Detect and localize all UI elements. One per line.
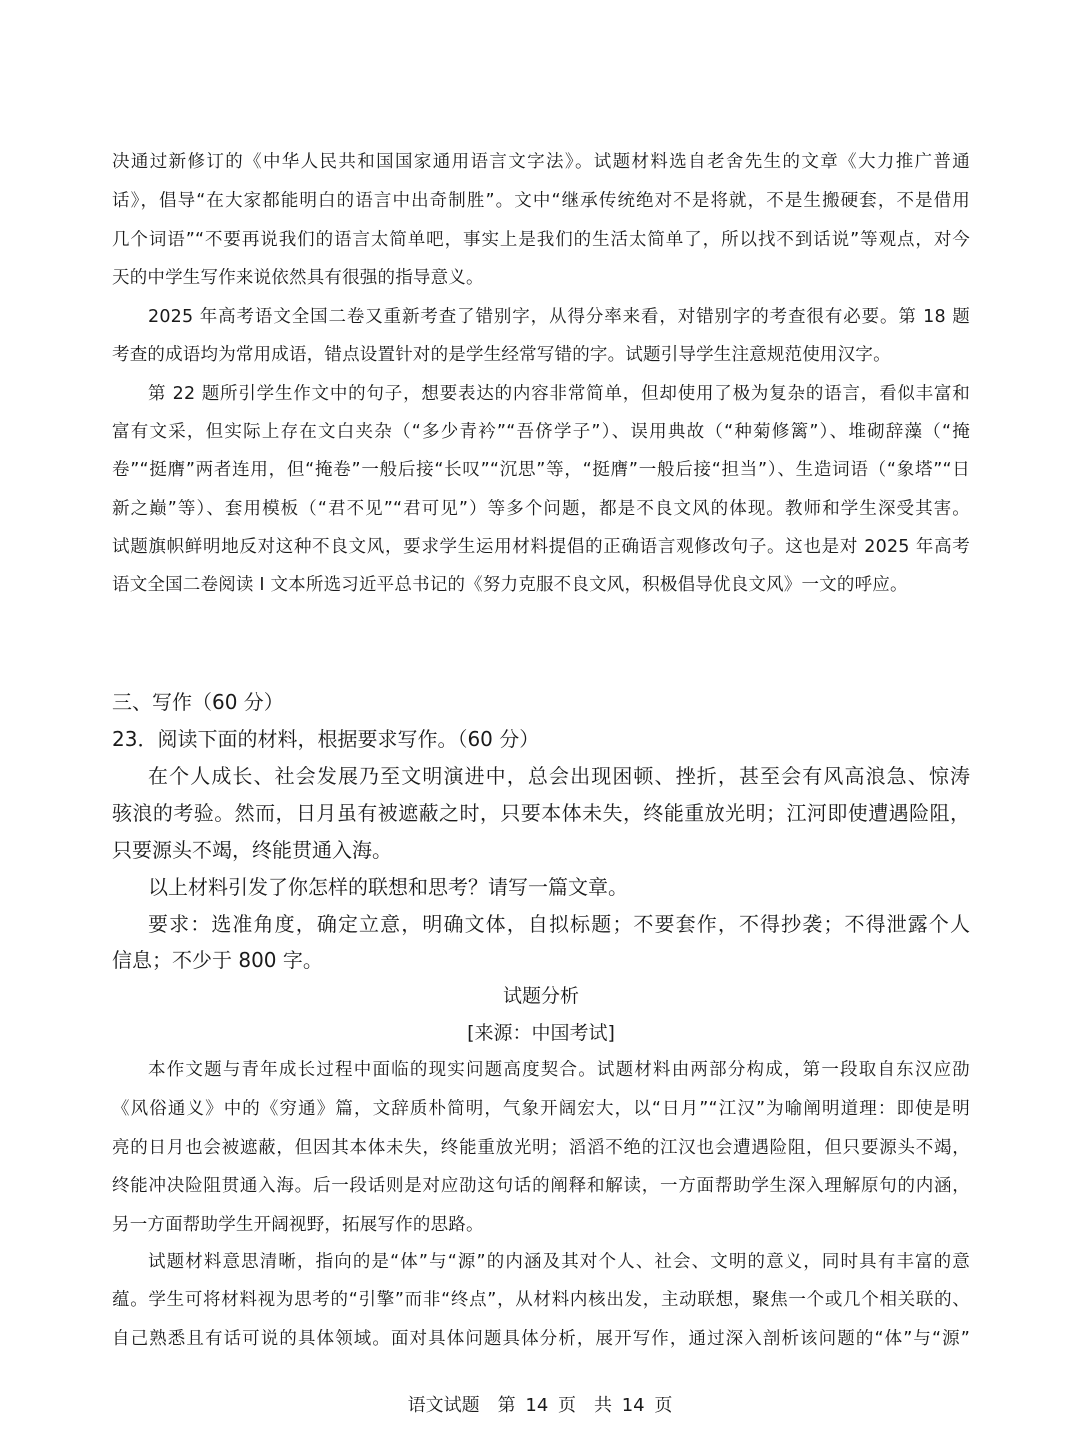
section-heading: 三、写作（60 分）: [112, 690, 284, 714]
text-line: 另一方面帮助学生开阔视野，拓展写作的思路。: [112, 1215, 484, 1235]
text-line: 卷”“挺膺”两者连用，但“掩卷”一般后接“长叹”“沉思”等，“挺膺”一般后接“担当”）、生造词语（“象塔”“日: [112, 460, 970, 480]
text-line: 第 22 题所引学生作文中的句子，想要表达的内容非常简单，但却使用了极为复杂的语言，看似丰富和: [148, 384, 970, 404]
text-line: 试题旗帜鲜明地反对这种不良文风，要求学生运用材料提倡的正确语言观修改句子。这也是对 2025 年高考: [112, 537, 970, 557]
text-line: 本作文题与青年成长过程中面临的现实问题高度契合。试题材料由两部分构成，第一段取自东汉应劭: [148, 1060, 970, 1080]
page-footer: 语文试题 第 14 页 共 14 页: [407, 1395, 673, 1416]
text-line: 新之巅”等）、套用模板（“君不见”“君可见”）等多个问题，都是不良文风的体现。教师和学生深受其害。: [112, 499, 970, 519]
text-line: 天的中学生写作来说依然具有很强的指导意义。: [112, 268, 484, 288]
text-line: 亮的日月也会被遮蔽，但因其本体未失，终能重放光明；滔滔不绝的江汉也会遭遇险阻，但只要源头不竭，: [112, 1138, 970, 1158]
material-line: 只要源头不竭，终能贯通入海。: [112, 838, 392, 862]
text-line: 富有文采，但实际上存在文白夹杂（“多少青衿”“吾侪学子”）、误用典故（“种菊修篱”）、堆砌辞藻（“掩: [112, 422, 970, 442]
text-line: 几个词语”“不要再说我们的语言太简单吧，事实上是我们的生活太简单了，所以找不到话说”等观点，对今: [112, 230, 970, 250]
requirement-line: 要求：选准角度，确定立意，明确文体，自拟标题；不要套作，不得抄袭；不得泄露个人: [148, 912, 970, 936]
analysis-title: 试题分析: [502, 985, 579, 1007]
material-line: 在个人成长、社会发展乃至文明演进中，总会出现困顿、挫折，甚至会有风高浪急、惊涛: [148, 764, 970, 788]
text-line: 2025 年高考语文全国二卷又重新考查了错别字，从得分率来看，对错别字的考查很有必要。第 18 题: [148, 307, 970, 327]
text-line: 决通过新修订的《中华人民共和国国家通用语言文字法》。试题材料选自老舍先生的文章《大力推广普通: [112, 152, 970, 172]
material-line: 骇浪的考验。然而，日月虽有被遮蔽之时，只要本体未失，终能重放光明；江河即使遭遇险阻，: [112, 801, 970, 825]
analysis-source: [来源：中国考试]: [467, 1022, 615, 1044]
text-line: 语文全国二卷阅读 I 文本所选习近平总书记的《努力克服不良文风，积极倡导优良文风》一文的呼应。: [112, 575, 908, 595]
text-line: 考查的成语均为常用成语，错点设置针对的是学生经常写错的字。试题引导学生注意规范使用汉字。: [112, 345, 891, 365]
text-line: 蕴。学生可将材料视为思考的“引擎”而非“终点”，从材料内核出发，主动联想，聚焦一个或几个相关联的、: [112, 1290, 970, 1310]
writing-prompt: 以上材料引发了你怎样的联想和思考？请写一篇文章。: [148, 875, 628, 899]
text-line: 自己熟悉且有话可说的具体领域。面对具体问题具体分析，展开写作，通过深入剖析该问题的“体”与“源”: [112, 1329, 970, 1349]
text-line: 《风俗通义》中的《穷通》篇，文辞质朴简明，气象开阔宏大，以“日月”“江汉”为喻阐明道理：即使是明: [112, 1099, 970, 1119]
question-title: 23．阅读下面的材料，根据要求写作。（60 分）: [112, 727, 540, 751]
requirement-line: 信息；不少于 800 字。: [112, 948, 323, 972]
text-line: 终能冲决险阻贯通入海。后一段话则是对应劭这句话的阐释和解读，一方面帮助学生深入理解原句的内涵，: [112, 1176, 970, 1196]
text-line: 试题材料意思清晰，指向的是“体”与“源”的内涵及其对个人、社会、文明的意义，同时具有丰富的意: [148, 1252, 970, 1272]
text-line: 话》，倡导“在大家都能明白的语言中出奇制胜”。文中“继承传统绝对不是将就，不是生搬硬套，不是借用: [112, 191, 970, 211]
